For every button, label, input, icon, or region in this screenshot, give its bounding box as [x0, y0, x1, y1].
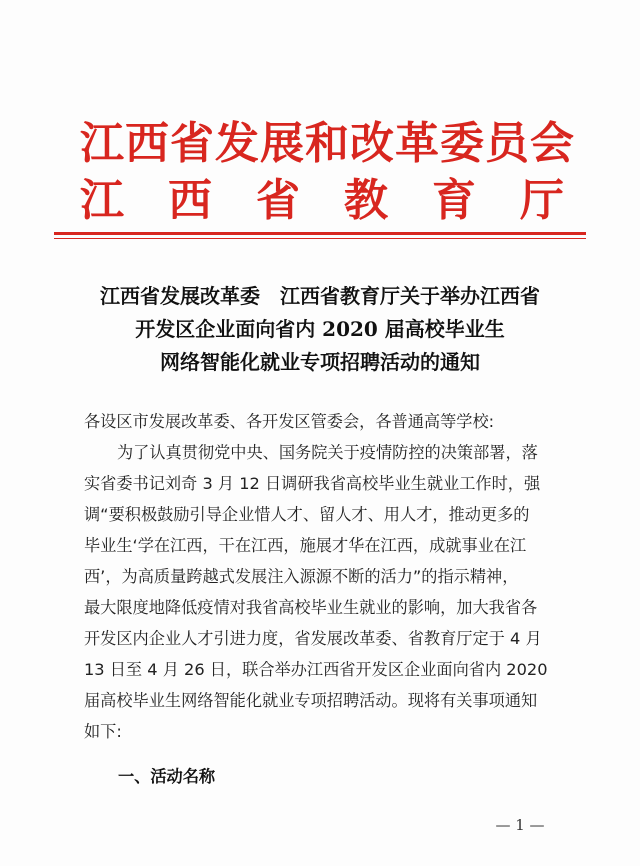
page-number: — 1 —: [495, 816, 545, 834]
paragraph-line: 实省委书记刘奇 3 月 12 日调研我省高校毕业生就业工作时，强: [84, 474, 541, 493]
section-heading: 一、活动名称: [118, 767, 216, 786]
paragraph-line: 13 日至 4 月 26 日，联合举办江西省开发区企业面向省内 2020: [84, 660, 548, 679]
paragraph-line: 西’，为高质量跨越式发展注入源源不断的活力”的指示精神，: [84, 567, 519, 586]
paragraph-line: 如下:: [84, 722, 122, 741]
paragraph-line: 届高校毕业生网络智能化就业专项招聘活动。现将有关事项通知: [84, 691, 538, 710]
paragraph-line: 毕业生‘学在江西，干在江西，施展才华在江西，成就事业在江: [84, 536, 527, 555]
org-name-education: 江西省教育厅: [80, 175, 608, 226]
header-red-rule-thick: [54, 232, 586, 235]
paragraph-line: 调“要积极鼓励引导企业惜人才、留人才、用人才，推动更多的: [84, 505, 530, 524]
header-red-rule-thin: [54, 238, 586, 239]
document-title: [60, 280, 580, 379]
org-name-ndrc: 江西省发展和改革委员会: [80, 118, 575, 169]
paragraph-line: 最大限度地降低疫情对我省高校毕业生就业的影响，加大我省各: [84, 598, 538, 617]
document-body: [84, 406, 570, 747]
title-line-1: 江西省发展改革委 江西省教育厅关于举办江西省: [100, 284, 540, 308]
title-line-2: 开发区企业面向省内 2020 届高校毕业生: [135, 317, 505, 341]
paragraph-line: 开发区内企业人才引进力度，省发展改革委、省教育厅定于 4 月: [84, 629, 542, 648]
title-line-3: 网络智能化就业专项招聘活动的通知: [160, 350, 480, 374]
paragraph-line: 为了认真贯彻党中央、国务院关于疫情防控的决策部署，落: [117, 443, 538, 462]
addressee: 各设区市发展改革委、各开发区管委会，各普通高等学校:: [84, 412, 495, 431]
